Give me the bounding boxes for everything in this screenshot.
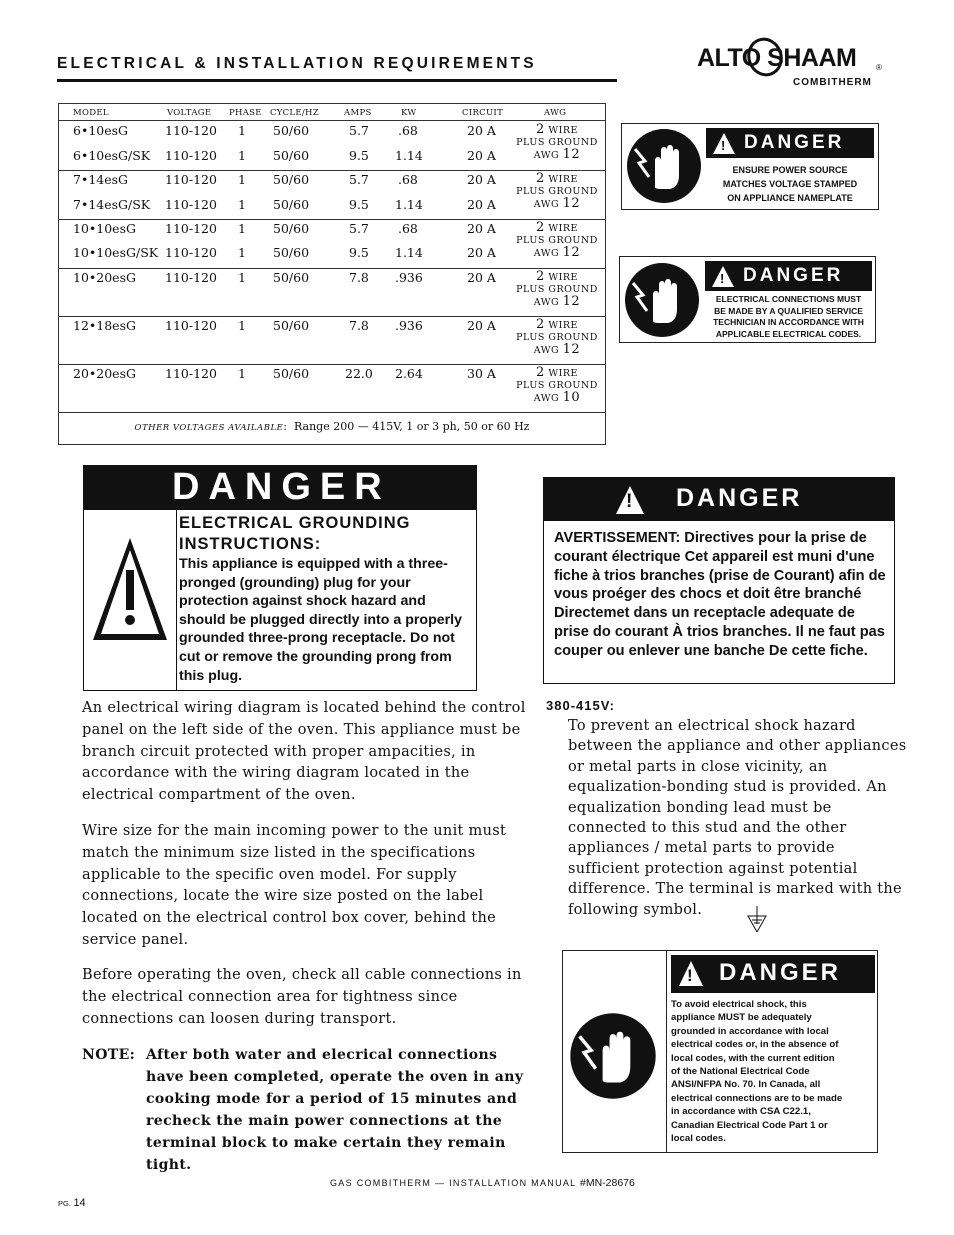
page-num: 14 (73, 1197, 86, 1209)
table-rule (59, 219, 605, 220)
exclamation-icon: ! (721, 138, 729, 153)
awg-wire-count: 2 (536, 365, 545, 380)
danger-title: DANGER (744, 132, 845, 153)
cell-circuit: 20 A (467, 172, 496, 187)
sign-divider (666, 951, 667, 1152)
cell-cycle: 50/60 (273, 123, 310, 138)
awg-wire-count: 2 (536, 317, 545, 332)
table-footnote: OTHER VOLTAGES AVAILABLE: Range 200 — 415V, 1 or 3 ph, 50 or 60 Hz (134, 420, 530, 433)
cell-voltage: 110-120 (165, 366, 217, 381)
cell-voltage: 110-120 (165, 123, 217, 138)
electric-shock-hand-icon (623, 261, 701, 339)
col-header-awg: AWG (544, 108, 567, 118)
warning-triangle-panel (84, 510, 177, 690)
table-rule (59, 364, 605, 365)
awg-ground-label: PLUS GROUND (516, 380, 598, 391)
awg-label: AWG (533, 150, 560, 161)
cell-phase: 1 (238, 123, 246, 138)
awg-wire-label: WIRE (548, 125, 578, 136)
danger-line: ENSURE POWER SOURCE (732, 165, 848, 175)
cell-amps: 5.7 (349, 123, 369, 138)
awg-gauge: 12 (562, 196, 581, 211)
cell-amps: 9.5 (349, 245, 369, 260)
danger-line: ELECTRICAL CONNECTIONS MUST (715, 294, 862, 304)
table-rule (59, 170, 605, 171)
cell-model: 7•14esG/SK (73, 197, 151, 212)
danger-text (705, 294, 872, 340)
cell-circuit: 30 A (467, 366, 496, 381)
cell-phase: 1 (238, 318, 246, 333)
danger-title: DANGER (719, 959, 842, 986)
cell-phase: 1 (238, 148, 246, 163)
cell-model: 7•14esG (73, 172, 129, 187)
awg-cell (507, 319, 607, 357)
danger-line: APPLICABLE ELECTRICAL CODES. (715, 328, 862, 339)
col-header-voltage: VOLTAGE (167, 108, 212, 118)
section-380-heading: 380-415V: (546, 698, 615, 713)
page-label: PG. (58, 1199, 71, 1208)
danger-line: Canadian Electrical Code Part 1 or (671, 1119, 828, 1131)
col-header-amps: AMPS (344, 108, 372, 118)
exclamation-icon: ! (720, 271, 728, 286)
awg-gauge: 12 (562, 147, 581, 162)
awg-ground-label: PLUS GROUND (516, 186, 598, 197)
awg-gauge: 12 (562, 342, 581, 357)
danger-sign-qualified-tech (619, 256, 876, 343)
alto-shaam-logo (695, 30, 885, 90)
awg-cell (507, 173, 607, 211)
awg-cell (507, 271, 607, 309)
danger-line: BE MADE BY A QUALIFIED SERVICE (714, 305, 863, 316)
cell-amps: 7.8 (349, 270, 369, 285)
danger-line: in accordance with CSA C22.1, (671, 1106, 811, 1118)
danger-body (179, 513, 474, 685)
cell-kw: .68 (398, 172, 418, 187)
danger-banner (544, 478, 894, 521)
col-header-model: MODEL (73, 108, 109, 118)
logo-registered-mark: ® (876, 63, 882, 72)
cell-amps: 9.5 (349, 197, 369, 212)
danger-line: ANSI/NFPA No. 70. In Canada, all (671, 1079, 821, 1091)
cell-cycle: 50/60 (273, 172, 310, 187)
awg-label: AWG (533, 297, 560, 308)
danger-sign-grounding-codes (562, 950, 878, 1153)
awg-ground-label: PLUS GROUND (516, 284, 598, 295)
cell-circuit: 20 A (467, 123, 496, 138)
awg-cell (507, 124, 607, 162)
col-header-kw: KW (401, 108, 417, 118)
danger-sign-french (543, 477, 895, 684)
section-380-text: To prevent an electrical shock hazard between the appliance and other appliances or metal parts in close vicinity, an equalization-bonding stud is provided. An equalization bonding lead must be connected to this stud and the other appliances / metal parts to provide sufficient protection against potential difference. The terminal is marked with the following symbol. (568, 718, 907, 918)
col-header-cycle: CYCLE/HZ (270, 108, 319, 118)
col-header-phase: PHASE (229, 108, 262, 118)
cell-cycle: 50/60 (273, 221, 310, 236)
exclamation-icon: ! (626, 491, 636, 512)
danger-line: electrical connections are to be made (671, 1092, 843, 1104)
awg-wire-label: WIRE (548, 272, 578, 283)
body-paragraph: Before operating the oven, check all cable connections in the electrical connection area for tightness since connections can loosen during transport. (82, 967, 522, 1027)
danger-line: TECHNICIAN IN ACCORDANCE WITH (713, 317, 864, 327)
cell-circuit: 20 A (467, 197, 496, 212)
cell-kw: .936 (395, 270, 423, 285)
awg-wire-count: 2 (536, 269, 545, 284)
danger-title: DANGER (743, 265, 844, 286)
danger-sign-grounding (83, 465, 477, 691)
cell-circuit: 20 A (467, 221, 496, 236)
cell-voltage: 110-120 (165, 172, 217, 187)
danger-heading: ELECTRICAL GROUNDING INSTRUCTIONS: (179, 514, 411, 553)
danger-line: grounded in accordance with local (671, 1025, 829, 1037)
cell-voltage: 110-120 (165, 245, 217, 260)
danger-text: AVERTISSEMENT: Directives pour la prise de courant électrique Cet appareil est muni d'une fiche à trios branches (prise de Courant) afin de vous proéger des chocs et doit être branché Directemet dans un receptacle adequate de prise do courant À trios branches. Il ne faut pas couper ou enlever une banche De cette fiche. (554, 530, 886, 659)
awg-gauge: 12 (562, 245, 581, 260)
danger-line: MATCHES VOLTAGE STAMPED (722, 179, 858, 189)
cell-model: 10•10esG (73, 221, 136, 236)
note-label: NOTE: (82, 1047, 136, 1063)
danger-banner (706, 128, 874, 158)
cell-phase: 1 (238, 366, 246, 381)
danger-line: ON APPLIANCE NAMEPLATE (727, 193, 853, 203)
awg-ground-label: PLUS GROUND (516, 137, 598, 148)
danger-line: electrical codes or, in the absence of (671, 1039, 839, 1051)
cell-cycle: 50/60 (273, 270, 310, 285)
note-text: After both water and elecrical connections have been completed, operate the oven in any cooking mode for a period of 15 minutes and recheck the main power connections at the terminal block to make certain they remain tight. (146, 1047, 524, 1173)
section-title: ELECTRICAL & INSTALLATION REQUIREMENTS (57, 55, 537, 72)
page-footer (330, 1177, 635, 1189)
page-number (58, 1197, 86, 1209)
awg-cell (507, 367, 607, 405)
awg-wire-count: 2 (536, 171, 545, 186)
awg-gauge: 10 (562, 390, 581, 405)
cell-model: 20•20esG (73, 366, 136, 381)
electrical-spec-table (58, 103, 606, 445)
cell-cycle: 50/60 (273, 318, 310, 333)
danger-line: appliance MUST be adequately (671, 1012, 812, 1024)
cell-kw: .936 (395, 318, 423, 333)
cell-voltage: 110-120 (165, 148, 217, 163)
header-rule (57, 79, 617, 82)
cell-phase: 1 (238, 172, 246, 187)
body-paragraph: An electrical wiring diagram is located behind the control panel on the left side of the oven. This appliance must be branch circuit protected with proper ampacities, in accordance with the wiring diagram located in the electrical compartment of the oven. (82, 700, 526, 804)
danger-title: DANGER (172, 466, 391, 508)
danger-banner (84, 466, 476, 510)
cell-phase: 1 (238, 245, 246, 260)
awg-wire-label: WIRE (548, 174, 578, 185)
logo-subtitle: COMBITHERM (793, 77, 872, 88)
cell-cycle: 50/60 (273, 245, 310, 260)
cell-circuit: 20 A (467, 318, 496, 333)
cell-amps: 22.0 (345, 366, 373, 381)
cell-circuit: 20 A (467, 270, 496, 285)
cell-kw: .68 (398, 221, 418, 236)
awg-label: AWG (533, 248, 560, 259)
cell-voltage: 110-120 (165, 270, 217, 285)
cell-phase: 1 (238, 221, 246, 236)
awg-label: AWG (533, 393, 560, 404)
danger-title: DANGER (676, 484, 803, 512)
cell-phase: 1 (238, 270, 246, 285)
danger-banner (705, 261, 872, 291)
cell-model: 10•20esG (73, 270, 136, 285)
exclamation-icon: ! (687, 966, 696, 985)
danger-line: of the National Electrical Code (671, 1066, 810, 1078)
cell-voltage: 110-120 (165, 221, 217, 236)
awg-wire-label: WIRE (548, 320, 578, 331)
cell-cycle: 50/60 (273, 197, 310, 212)
cell-model: 12•18esG (73, 318, 136, 333)
awg-ground-label: PLUS GROUND (516, 235, 598, 246)
electric-shock-hand-icon (625, 127, 703, 205)
cell-voltage: 110-120 (165, 318, 217, 333)
cell-kw: .68 (398, 123, 418, 138)
footnote-value: Range 200 — 415V, 1 or 3 ph, 50 or 60 Hz (294, 420, 530, 433)
cell-phase: 1 (238, 197, 246, 212)
cell-model: 6•10esG (73, 123, 129, 138)
cell-kw: 1.14 (395, 197, 423, 212)
footnote-label: OTHER VOLTAGES AVAILABLE (134, 423, 284, 433)
table-rule (59, 120, 605, 121)
cell-model: 6•10esG/SK (73, 148, 151, 163)
cell-amps: 5.7 (349, 172, 369, 187)
cell-cycle: 50/60 (273, 366, 310, 381)
cell-amps: 5.7 (349, 221, 369, 236)
logo-wordmark: ALTO SHAAM (697, 44, 857, 72)
danger-sign-power-source (621, 123, 879, 210)
awg-wire-label: WIRE (548, 368, 578, 379)
cell-kw: 2.64 (395, 366, 423, 381)
danger-line: local codes. (671, 1133, 726, 1145)
danger-text (706, 163, 874, 205)
danger-line: local codes, with the current edition (671, 1052, 835, 1064)
cell-kw: 1.14 (395, 245, 423, 260)
table-rule (59, 268, 605, 269)
footer-doc-number: #MN-28676 (579, 1177, 635, 1189)
awg-wire-label: WIRE (548, 223, 578, 234)
cell-circuit: 20 A (467, 245, 496, 260)
table-rule (59, 316, 605, 317)
footer-text: GAS COMBITHERM — INSTALLATION MANUAL (330, 1178, 577, 1188)
cell-circuit: 20 A (467, 148, 496, 163)
awg-cell (507, 222, 607, 260)
awg-wire-count: 2 (536, 220, 545, 235)
equipotential-bonding-icon (746, 906, 768, 932)
awg-gauge: 12 (562, 294, 581, 309)
table-rule (59, 412, 605, 413)
electric-shock-hand-icon (568, 1011, 658, 1101)
cell-amps: 9.5 (349, 148, 369, 163)
cell-cycle: 50/60 (273, 148, 310, 163)
warning-triangle-icon (84, 510, 176, 690)
cell-amps: 7.8 (349, 318, 369, 333)
danger-text: This appliance is equipped with a three-pronged (grounding) plug for your protection against shock hazard and should be plugged directly into a properly grounded three-prong receptacle. Do not cut or remove the grounding prong from this plug. (179, 556, 462, 684)
danger-banner (671, 955, 875, 993)
awg-label: AWG (533, 345, 560, 356)
col-header-circuit: CIRCUIT (462, 108, 504, 118)
cell-voltage: 110-120 (165, 197, 217, 212)
danger-line: To avoid electrical shock, this (671, 999, 807, 1010)
body-paragraph: Wire size for the main incoming power to the unit must match the minimum size listed in the specifications applicable to the specific oven model. For supply connections, locate the wire size posted on the label located on the electrical control box cover, behind the service panel. (82, 823, 507, 948)
cell-model: 10•10esG/SK (73, 245, 159, 260)
cell-kw: 1.14 (395, 148, 423, 163)
awg-wire-count: 2 (536, 122, 545, 137)
danger-text (671, 998, 875, 1145)
awg-label: AWG (533, 199, 560, 210)
awg-ground-label: PLUS GROUND (516, 332, 598, 343)
